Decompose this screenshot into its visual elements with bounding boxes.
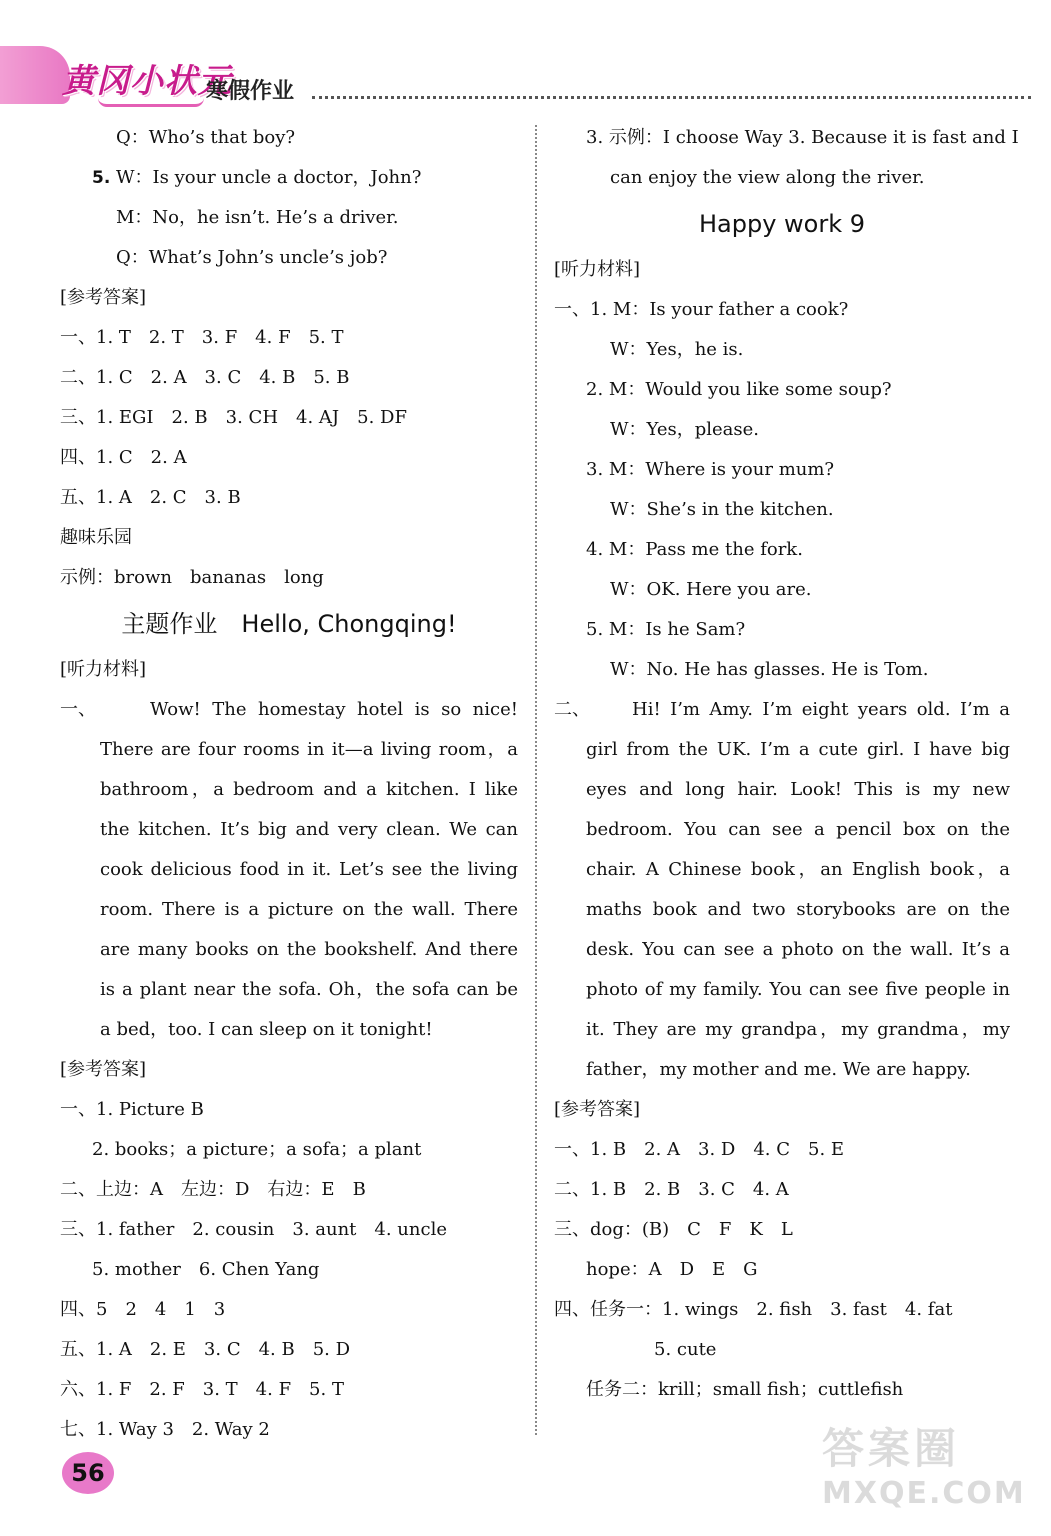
passage-text: Hi! I’m Amy. I’m eight years old. I’m a girl from the UK. I’m a cute girl. I have big eyes and long hair. Look! This is my new bedroom. You can see a pencil box on the chair. A Chinese book，an English book，a maths book and two storybooks are on the desk. You can see a photo on the wall. It’s a photo of my family. You can see five people in it. They are my grandpa，my grandma，my father，my mother and me. We are happy. [586,699,1010,1080]
listening-section-marker: 一、 [60,699,96,720]
brand-logo: 黄冈小状元 [62,61,232,100]
answers-label: [参考答案] [554,1099,641,1120]
answers-list [554,1130,1010,1410]
answer-line: 四、5 2 4 1 3 [60,1299,226,1320]
dialogue-text: Q：What’s John’s uncle’s job? [116,247,388,268]
answer-line: 5. mother 6. Chen Yang [92,1259,320,1280]
dialogue-line: 2. M：Would you like some soup? [586,379,892,400]
header-dotted-rule [312,96,1031,99]
dialogue-line: 3. M：Where is your mum? [586,459,835,480]
answers-label: [参考答案] [60,287,147,308]
answers-list [60,318,518,518]
dialogue-text: Q：Who’s that boy? [116,127,296,148]
dialogue-line [60,238,518,278]
answer-line: 四、任务一：1. wings 2. fish 3. fast 4. fat [554,1299,953,1320]
dialogue-line [60,118,518,158]
page-header [0,0,1051,116]
answers-list [60,1090,518,1450]
page-number-badge: 56 [62,1452,114,1494]
answer-line: can enjoy the view along the river. [610,167,925,188]
watermark-url: MXQE.COM [822,1476,1026,1511]
answer-line: 任务二：krill；small fish；cuttlefish [586,1379,904,1400]
listening-dialogue [554,290,1010,690]
dialogue-line: 4. M：Pass me the fork. [586,539,803,560]
dialogue-line: 5. M：Is he Sam? [586,619,746,640]
listening-label: [听力材料] [60,659,147,680]
answer-line: 2. books；a picture；a sofa；a plant [92,1139,422,1160]
answer-line: 一、1. B 2. A 3. D 4. C 5. E [554,1139,845,1160]
dialogue-line: W：No. He has glasses. He is Tom. [610,659,929,680]
watermark-logo-text: 答案圈 [822,1424,961,1473]
dialogue-line: 一、1. M：Is your father a cook? [554,299,849,320]
dialogue-text: W：Is your uncle a doctor，John? [110,167,422,188]
answer-line: 五、1. A 2. C 3. B [60,487,241,508]
right-answer-continuation [554,118,1019,198]
answer-line: 六、1. F 2. F 3. T 4. F 5. T [60,1379,344,1400]
answer-line: 三、1. EGI 2. B 3. CH 4. AJ 5. DF [60,407,407,428]
answer-line: 五、1. A 2. E 3. C 4. B 5. D [60,1339,351,1360]
left-column [60,118,518,1450]
answer-line: 二、1. C 2. A 3. C 4. B 5. B [60,367,350,388]
answer-line: 三、dog：(B) C F K L [554,1219,793,1240]
listening-passage-text: Wow! The homestay hotel is so nice! There are four rooms in it—a living room，a bathroom，a bedroom and a kitchen. I like the kitchen. It’s big and very clean. We can cook delicious food in it. Let’s see the living room. There is a picture on the wall. There are many books on the bookshelf. And there is a plant near the sofa. Oh，the sofa can be a bed，too. I can sleep on it tonight! [100,699,518,1040]
answer-line: 七、1. Way 3 2. Way 2 [60,1419,270,1440]
listening-label: [听力材料] [554,259,641,280]
dialogue-line: W：OK. Here you are. [610,579,812,600]
dialogue-line [60,158,518,198]
item-number: 5. [92,168,111,188]
section-title-chongqing: 主题作业 Hello, Chongqing! [121,610,457,638]
brand-swoosh [98,98,204,107]
column-divider [535,125,537,1435]
fun-section-label: 趣味乐园 [60,527,132,548]
answer-line: 一、1. Picture B [60,1099,204,1120]
answers-label: [参考答案] [60,1059,147,1080]
answer-line: 5. cute [654,1339,717,1360]
left-dialogue-continuation [60,118,518,278]
passage-section-marker: 二、 [554,699,590,720]
answer-line: 二、上边：A 左边：D 右边：E B [60,1179,366,1200]
answer-line: 二、1. B 2. B 3. C 4. A [554,1179,789,1200]
dialogue-line: W：Yes，he is. [610,339,744,360]
answer-line: 三、1. father 2. cousin 3. aunt 4. uncle [60,1219,447,1240]
series-title: 寒假作业 [206,79,295,104]
section-title-happy-work-9: Happy work 9 [698,210,866,238]
dialogue-line [60,198,518,238]
brand-tab [0,46,70,104]
listening-passage [554,690,1010,1090]
right-column [554,118,1019,1410]
answer-line: hope：A D E G [586,1259,758,1280]
watermark [822,1416,1042,1532]
dialogue-line: W：Yes，please. [610,419,759,440]
answer-line: 一、1. T 2. T 3. F 4. F 5. T [60,327,344,348]
fun-section-answer: 示例：brown bananas long [60,567,324,588]
dialogue-line: W：She’s in the kitchen. [610,499,834,520]
dialogue-text: M：No，he isn’t. He’s a driver. [116,207,399,228]
answer-line: 3. 示例：I choose Way 3. Because it is fast and I [586,127,1019,148]
listening-passage [60,690,518,1050]
answer-line: 四、1. C 2. A [60,447,187,468]
